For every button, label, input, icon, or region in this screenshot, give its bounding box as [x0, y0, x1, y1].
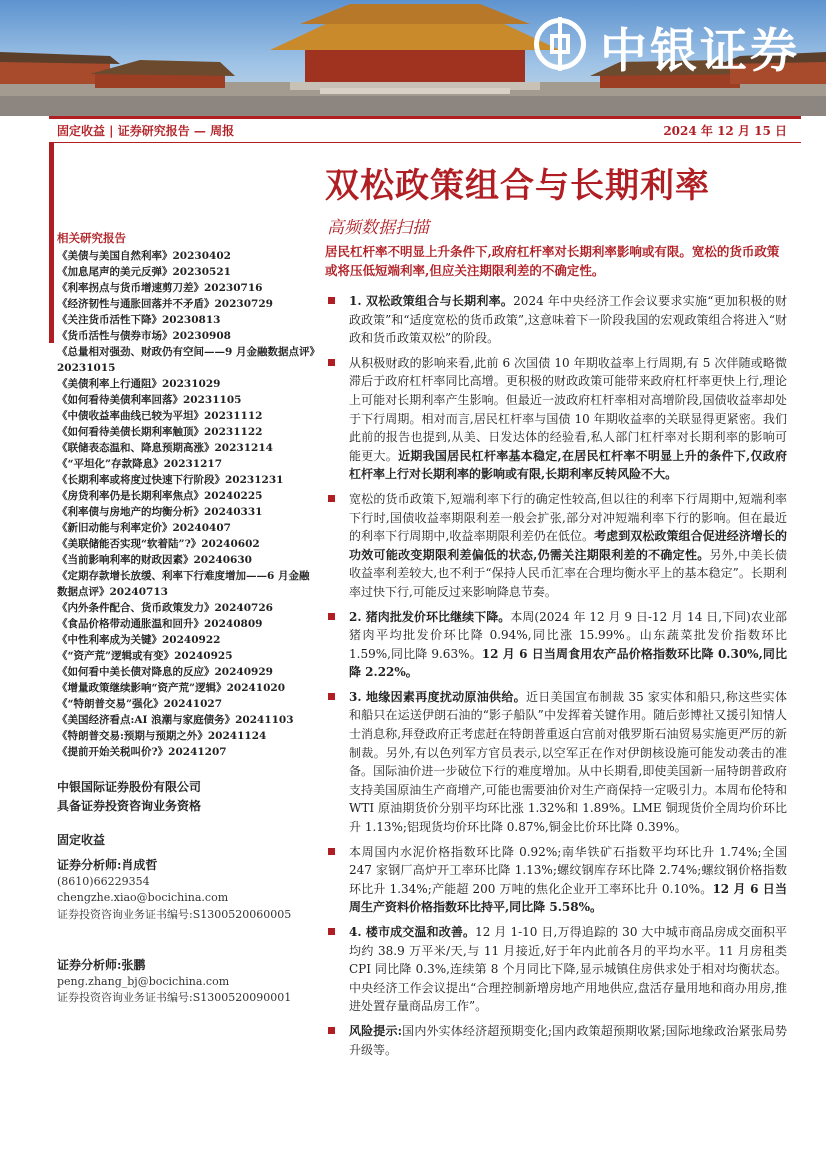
related-report-item[interactable]: 《定期存款增长放缓、利率下行难度增加——6 月金融数据点评》20240713 — [57, 570, 310, 598]
related-report-item[interactable]: 《中性利率成为关键》20240922 — [57, 634, 221, 646]
related-report-item[interactable]: 《当前影响利率的财政因素》20240630 — [57, 554, 252, 566]
related-report-item[interactable]: 《关注货币活性下降》20230813 — [57, 314, 221, 326]
company-name: 中银国际证券股份有限公司 — [57, 780, 202, 794]
analyst-1 — [57, 857, 291, 923]
related-report-item[interactable]: 《如何看中美长债对降息的反应》20240929 — [57, 666, 273, 678]
side-stripe — [49, 143, 54, 343]
bullet-item — [325, 608, 787, 682]
bullet-item — [325, 1022, 787, 1059]
bullet-item — [325, 923, 787, 1016]
related-report-item[interactable]: 《经济韧性与通胀回落并不矛盾》20230729 — [57, 298, 273, 310]
bullet-bold: 3. 地缘因素再度扰动原油供给。 — [349, 689, 526, 704]
bullet-item — [325, 843, 787, 917]
analyst-2 — [57, 957, 291, 1007]
related-report-item[interactable]: 《“平坦化”存款降息》20231217 — [57, 458, 223, 470]
report-body — [325, 242, 787, 1065]
related-reports-list — [57, 248, 319, 760]
related-report-item[interactable]: 《新旧动能与利率定价》20240407 — [57, 522, 231, 534]
report-date: 2024 年 12 月 15 日 — [663, 124, 787, 138]
related-report-item[interactable]: 《“特朗普交易”强化》20241027 — [57, 698, 223, 710]
bullet-square-icon — [328, 928, 335, 935]
bullet-square-icon — [328, 495, 335, 502]
related-report-item[interactable]: 《特朗普交易:预期与预期之外》20241124 — [57, 730, 267, 742]
analyst-1-email[interactable]: chengzhe.xiao@bocichina.com — [57, 891, 229, 904]
bullet-bold2: 近期我国居民杠杆率基本稳定,在居民杠杆率不明显上升的条件下,仅政府杠杆率上行对长期利率的影响或有限,长期利率反转风险不大。 — [349, 448, 787, 482]
bullet-text: 国内外实体经济超预期变化;国内政策超预期收紧;国际地缘政治紧张局势升级等。 — [349, 1023, 787, 1057]
bullet-item — [325, 688, 787, 837]
lead-summary: 居民杠杆率不明显上升条件下,政府杠杆率对长期利率影响或有限。宽松的货币政策或将压低短端利率,但应关注期限利差的不确定性。 — [325, 244, 780, 278]
related-report-item[interactable]: 《美债与美国自然利率》20230402 — [57, 250, 231, 262]
bullet-text: 2024 年中央经济工作会议要求实施“更加积极的财政政策”和“适度宽松的货币政策”,这意味着下一阶段我国的宏观政策组合将进入“财政和货币政策双松”的阶段。 — [349, 294, 787, 346]
related-reports-title: 相关研究报告 — [57, 231, 126, 245]
related-report-item[interactable]: 《利率债与房地产的均衡分析》20240331 — [57, 506, 263, 518]
related-report-item[interactable]: 《内外条件配合、货币政策发力》20240726 — [57, 602, 273, 614]
bullet-text: 宽松的货币政策下,短端利率下行的确定性较高,但以往的利率下行周期中,短端利率下行时,国债收益率期限利差一般会扩张,部分对冲短端利率下行的影响。但在最近的利率下行周期中,收益率期限利差仍在低位。 — [349, 491, 787, 544]
analyst-2-cert: 证券投资咨询业务证书编号:S1300520090001 — [57, 991, 292, 1004]
bullet-bold2: 考虑到双松政策组合促进经济增长的功效可能改变期限利差偏低的状态,仍需关注期限利差的不确定性。 — [349, 529, 787, 562]
bullet-bold2: 12 月 6 日当周食用农产品价格指数环比降 0.30%,同比降 2.22%。 — [349, 646, 787, 680]
report-header-bar — [49, 116, 801, 143]
bullet-square-icon — [328, 693, 335, 700]
bullet-square-icon — [328, 297, 335, 304]
related-reports — [57, 230, 319, 760]
related-report-item[interactable]: 《美债利率上行通阻》20231029 — [57, 378, 221, 390]
related-report-item[interactable]: 《加息尾声的美元反弹》20230521 — [57, 266, 231, 278]
bullet-bold: 风险提示: — [349, 1023, 403, 1038]
bullet-item — [325, 490, 787, 602]
related-report-item[interactable]: 《房贷利率仍是长期利率焦点》20240225 — [57, 490, 263, 502]
bullet-bold: 2. 猪肉批发价环比继续下降。 — [349, 609, 511, 624]
bullet-list — [325, 292, 787, 1059]
related-report-item[interactable]: 《食品价格带动通胀温和回升》20240809 — [57, 618, 263, 630]
related-report-item[interactable]: 《“资产荒”逻辑或有变》20240925 — [57, 650, 233, 662]
bullet-square-icon — [328, 359, 335, 366]
brand-name: 中银证券 — [600, 24, 800, 79]
section-label: 固定收益 — [57, 833, 106, 847]
brand-logo — [534, 14, 804, 78]
bullet-bold2: 12 月 6 日当周生产资料价格指数环比持平,同比降 5.58%。 — [349, 881, 787, 915]
bullet-text: 从积极财政的影响来看,此前 6 次国债 10 年期收益率上行周期,有 5 次伴随或略微滞后于政府杠杆率同比高增。更积极的财政政策可能带来政府杠杆率更快上行,理论上可能对长期利率产生影响。但最近一波政府杠杆率相对高增阶段,国债收益率却处于下行周期。相对而言,居民杠杆率与国债 10 年期收益率的关联显得更紧密。我们此前的报告也提到,从美、日发达体的经验看,私人部门杠杆率对长期利率的影响可能更大。 — [349, 355, 787, 463]
related-report-item[interactable]: 《中债收益率曲线已较为平坦》20231112 — [57, 410, 263, 422]
related-report-item[interactable]: 《联储表态温和、降息预期高涨》20231214 — [57, 442, 273, 454]
banner — [0, 0, 826, 116]
bullet-bold: 1. 双松政策组合与长期利率。 — [349, 294, 514, 308]
related-report-item[interactable]: 《提前开始关税叫价?》20241207 — [57, 746, 227, 758]
analyst-2-email[interactable]: peng.zhang_bj@bocichina.com — [57, 974, 230, 988]
related-report-item[interactable]: 《如何看待美债利率回落》20231105 — [57, 394, 242, 406]
bullet-square-icon — [328, 1027, 335, 1034]
page-title: 双松政策组合与长期利率 — [325, 166, 710, 206]
boc-logo-icon — [534, 18, 586, 70]
page-subtitle: 高频数据扫描 — [327, 218, 429, 238]
bullet-bold: 4. 楼市成交温和改善。 — [349, 925, 476, 939]
company-qualification: 具备证券投资咨询业务资格 — [57, 799, 202, 813]
analyst-1-cert: 证券投资咨询业务证书编号:S1300520060005 — [57, 907, 292, 921]
related-report-item[interactable]: 《长期利率或将度过快速下行阶段》20231231 — [57, 474, 284, 486]
company-info — [57, 778, 201, 816]
bullet-item — [325, 292, 787, 348]
related-report-item[interactable]: 《美联储能否实现“软着陆”?》20240602 — [57, 538, 260, 550]
related-report-item[interactable]: 《美国经济看点:AI 浪潮与家庭债务》20241103 — [57, 714, 294, 726]
bullet-square-icon — [328, 848, 335, 855]
related-report-item[interactable]: 《利率拐点与货币增速剪刀差》20230716 — [57, 282, 263, 294]
related-report-item[interactable]: 《总量相对强劲、财政仍有空间——9 月金融数据点评》20231015 — [57, 346, 315, 374]
related-report-item[interactable]: 《增量政策继续影响“资产荒”逻辑》20241020 — [57, 682, 286, 694]
bullet-text: 12 月 1-10 日,万得追踪的 30 大中城市商品房成交面积平均约 38.9 万平米/天,与 11 月接近,好于年内此前各月的平均水平。11 月房租类 CPI 同比降 0.3%,连续第 8 个月同比下降,显示城镇住房供求处于相对均衡状态。中央经济工作会议提出“合理控制新增房地产用地供应,盘活存量用地和商办用房,推进处置存量商品房工作”。 — [349, 925, 787, 1014]
bullet-square-icon — [328, 613, 335, 620]
bullet-tail: 另外,中美长债收益率利差较大,也不利于“保持人民币汇率在合理均衡水平上的基本稳定”。长期利率过快下行,可能反过来影响降息节奏。 — [349, 547, 787, 599]
analyst-1-name: 证券分析师:肖成哲 — [57, 858, 158, 872]
analyst-2-name: 证券分析师:张鹏 — [57, 958, 146, 972]
bullet-text: 本周国内水泥价格指数环比降 0.92%;南华铁矿石指数平均环比升 1.74%;全国 247 家钢厂高炉开工率环比降 1.13%;螺纹钢库存环比降 2.74%;螺纹钢价格指数环比升 1.34%;产能超 200 万吨的焦化企业开工率环比升 0.10%。 — [349, 844, 787, 896]
analyst-1-phone: (8610)66229354 — [57, 874, 150, 888]
bullet-item — [325, 354, 787, 484]
report-category: 固定收益 | 证券研究报告 — 周报 — [57, 124, 235, 138]
related-report-item[interactable]: 《货币活性与债券市场》20230908 — [57, 330, 231, 342]
related-report-item[interactable]: 《如何看待美债长期利率触顶》20231122 — [57, 426, 263, 438]
bullet-text: 近日美国宣布制裁 35 家实体和船只,称这些实体和船只在运送伊朗石油的“影子船队”中发挥着关键作用。随后彭博社又援引知情人士消息称,拜登政府正考虑赶在特朗普重返白宫前对俄罗斯石油贸易实施更严厉的新制裁。另外,有以色列军方官员表示,以空军正在作对伊朗核设施可能发动袭击的准备。国际油价进一步破位下行的难度增加。从中长期看,即使美国新一届特朗普政府支持美国原油生产商增产,可能也需要油价对生产商保持一定吸引力。本周布伦特和 WTI 原油期货价分别平均环比涨 1.32%和 1.89%。LME 铜现货价全周均价环比升 1.13%;铝现货均价环比降 0.87%,铜金比价环比降 0.39%。 — [349, 689, 787, 835]
bullet-text: 本周(2024 年 12 月 9 日-12 月 14 日,下同)农业部猪肉平均批发价环比降 0.94%,同比涨 15.99%。山东蔬菜批发价指数环比 1.59%,同比降 9.63%。 — [349, 609, 787, 661]
